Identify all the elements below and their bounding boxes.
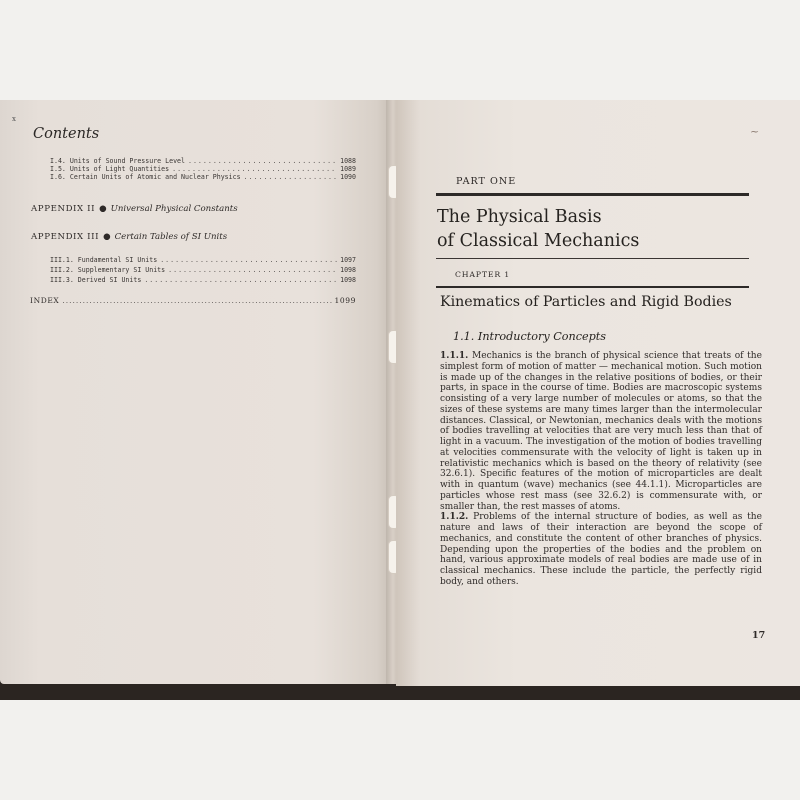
dot-leader	[160, 256, 337, 264]
chapter-label: CHAPTER 1	[455, 270, 511, 279]
dot-leader	[168, 266, 337, 274]
rule-divider	[436, 286, 749, 288]
bullet-icon: ●	[99, 204, 107, 214]
toc-entry-page: 1088	[340, 157, 356, 165]
appendix-heading	[31, 204, 238, 214]
paragraph	[440, 512, 762, 587]
rule-divider	[436, 258, 749, 259]
body-text	[440, 351, 762, 588]
index-label: INDEX	[30, 296, 60, 305]
section-heading: 1.1. Introductory Concepts	[453, 330, 606, 343]
appendix-title: Universal Physical Constants	[110, 204, 238, 214]
part-label: PART ONE	[456, 176, 517, 187]
dot-leader	[144, 276, 337, 284]
left-page	[0, 100, 392, 684]
toc-entry-label: I.5. Units of Light Quantities	[50, 165, 170, 173]
toc-entry-label: III.3. Derived SI Units	[50, 276, 142, 284]
dot-leader	[172, 165, 337, 173]
toc-entry-page: 1097	[340, 256, 356, 264]
toc-entry-page: 1098	[340, 266, 356, 274]
chapter-title: Kinematics of Particles and Rigid Bodies	[440, 294, 732, 310]
paragraph-number: 1.1.1.	[440, 351, 469, 361]
toc-entry	[50, 173, 356, 181]
contents-heading: Contents	[33, 126, 100, 142]
page-corner-mark: x	[12, 115, 16, 123]
appendix-title: Certain Tables of SI Units	[114, 232, 228, 242]
toc-entry	[50, 165, 356, 173]
toc-entry-page: 1098	[340, 276, 356, 284]
toc-entry-label: I.4. Units of Sound Pressure Level	[50, 157, 185, 165]
toc-entry-page: 1089	[340, 165, 356, 173]
index-page: 1099	[334, 296, 356, 305]
toc-entry	[50, 157, 356, 165]
index-entry	[30, 296, 356, 305]
paragraph-text: Mechanics is the branch of physical science that treats of the simplest form of motion of matter — mechanical motion. Such motion is made up of the changes in the relative positions of bodies, or their parts, in space in the course of time. Bodies are macroscopic systems consisting of a very large number of molecules or atoms, so that the sizes of these systems are many times larger than the intermolecular distances. Classical, or Newtonian, mechanics deals with the motions of bodies travelling at velocities that are very much less than that of light in a vacuum. The investigation of the motion of bodies travelling at velocities commensurate with the velocity of light is taken up in relativistic mechanics which is based on the theory of relativity (see 32.6.1). Specific features of the motion of microparticles are dealt with in quantum (wave) mechanics (see 44.1.1). Microparticles are particles whose rest mass (see 32.6.2) is commensurate with, or smaller than, the rest masses of atoms.	[440, 351, 762, 512]
appendix-heading	[31, 232, 227, 242]
toc-entry	[50, 276, 356, 284]
paragraph-text: Problems of the internal structure of bodies, as well as the nature and laws of their interaction are beyond the scope of mechanics, and constitute the content of other branches of physics. Depending upon the properties of the bodies and the problem on hand, various approximate models of real bodies are made use of in classical mechanics. These include the particle, the perfectly rigid body, and others.	[440, 512, 762, 587]
appendix-label: APPENDIX II	[31, 204, 96, 214]
toc-entry-page: 1090	[340, 173, 356, 181]
dot-leader	[62, 296, 331, 305]
toc-entry-label: III.2. Supplementary SI Units	[50, 266, 166, 274]
toc-entry-label: III.1. Fundamental SI Units	[50, 256, 158, 264]
part-title-line: The Physical Basis	[437, 207, 602, 227]
toc-entry	[50, 256, 356, 264]
paragraph-number: 1.1.2.	[440, 512, 469, 523]
toc-entry-label: I.6. Certain Units of Atomic and Nuclear Physics	[50, 173, 241, 181]
bullet-icon: ●	[103, 232, 111, 242]
dot-leader	[188, 157, 337, 165]
part-title	[437, 205, 747, 253]
rule-divider	[436, 193, 749, 196]
page-number: 17	[752, 630, 766, 641]
toc-entry	[50, 266, 356, 274]
appendix-label: APPENDIX III	[31, 232, 100, 242]
dot-leader	[244, 173, 338, 181]
part-title-line: of Classical Mechanics	[437, 231, 640, 251]
paragraph	[440, 351, 762, 512]
page-corner-mark: ~	[750, 125, 760, 138]
